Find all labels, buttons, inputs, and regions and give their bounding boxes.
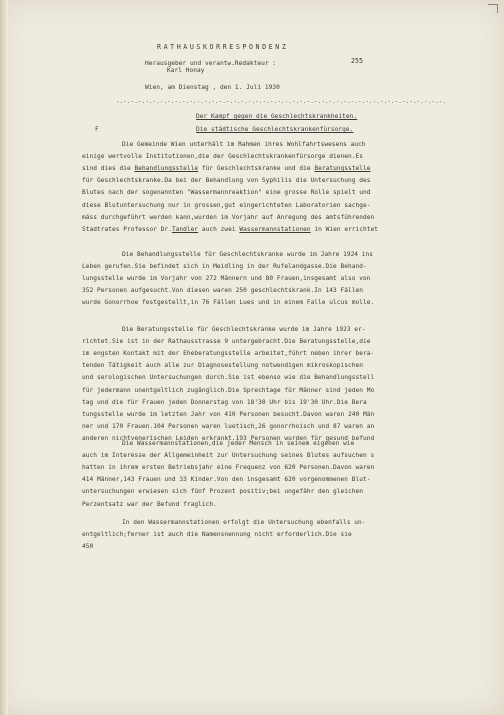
text-segment: auch zwei (198, 225, 240, 233)
body-line: untersuchungen erwiesen sich fünf Prozent positiv;bei ungefähr den gleichen (82, 488, 364, 496)
body-line: im engsten Kontakt mit der Eheberatungsstelle arbeitet,führt neben ihrer bera- (82, 350, 375, 358)
body-line: auch im Interesse der Allgemeinheit zur Untersuchung seines Blutes aufsuchen s (82, 452, 375, 460)
body-line: tungsstelle wurde im letzten Jahr von 410 Personen besucht.Davon waren 240 Män (82, 410, 375, 418)
body-line: für jedermann unentgeltlich zugänglich.Die Sprechtage für Männer sind jeden Mo (82, 386, 375, 394)
underlined-term: Behandlungsstelle (134, 165, 199, 173)
underlined-term: Wassermannstationen (239, 225, 311, 233)
divider-line: -.-.-.-.-.-.-.-.-.-.-.-.-.-.-.-.-.-.-.-.-.-.-.-.-.-.-.-.-.-.-.-.-.-.-.-.-.-.-.-.-.-.-.-.-. (116, 99, 447, 105)
body-line: Die Beratungsstelle für Geschlechtskranke wurde im Jahre 1923 er- (122, 326, 366, 333)
marginal-mark: F (95, 126, 99, 133)
body-line: anderen nichtvenerischen Leiden erkrankt.193 Personen wurden für gesund befund (82, 434, 375, 442)
text-segment: sind dies die (82, 165, 135, 173)
body-line: hatten in ihrem ersten Betriebsjahr eine Frequenz von 620 Personen.Davon waren (82, 464, 375, 472)
body-line: und serologischen Untersuchungen durch.Sie ist ebenso wie die Behandlungsstell (82, 374, 375, 382)
body-line: 450 (82, 543, 94, 551)
heading-sub: Die städtische Geschlechtskrankenfürsorge. (196, 126, 354, 133)
body-line: entgeltlich;ferner ist auch die Namensnennung nicht erforderlich.Die sie (82, 531, 352, 539)
underlined-term: Tandler (171, 225, 199, 233)
body-line: diese Blutuntersuchung nur in grossen,gut eingerichteten Laboratorien sachge- (82, 201, 371, 209)
page-number: 255 (351, 57, 364, 65)
editor-name: Karl Honay (167, 67, 205, 74)
body-line (82, 226, 378, 233)
text-segment: in Wien errichtet (310, 225, 379, 233)
body-line: richtet.Sie ist in der Rathausstrasse 9 untergebracht.Die Beratungsstelle,die (82, 338, 371, 346)
page-edge-shadow (0, 0, 8, 715)
body-line: mäss durchgeführt werden kann,wurden im Vorjahr auf Anregung des amtsführenden (82, 213, 375, 221)
body-line: für Geschlechtskranke.Da bei der Behandlung von Syphilis die Untersuchung des (82, 177, 371, 185)
publication-title: RATHAUSKORRESPONDENZ (157, 43, 289, 51)
underlined-term: Beratungsstelle (314, 165, 371, 173)
body-line: tenden Tätigkeit auch alle zur Diagnosestellung notwendigen mikroskopischen (82, 362, 364, 370)
heading-main: Der Kampf gegen die Geschlechtskrankheiten. (196, 113, 358, 120)
body-line: einige wertvolle Institutionen,die der Geschlechtskrankenfürsorge dienen.Es (82, 153, 364, 161)
corner-mark (488, 4, 498, 13)
body-line: 352 Personen aufgesucht.Von diesen waren 250 geschlechtskrank.In 143 Fällen (82, 287, 364, 295)
body-line: Die Gemeinde Wien unterhält im Rahmen ihres Wohlfahrtswesens auch (122, 141, 366, 148)
body-line: tag und die für Frauen jeden Donnerstag von 18'30 Uhr bis 19'30 Uhr.Die Bera (82, 398, 367, 406)
body-line: Perzentsatz war der Befund fraglich. (82, 500, 217, 508)
body-line: Blutes nach der sogenannten "Wassermannreaktion" eine grosse Rolle spielt und (82, 189, 371, 197)
body-line: lungsstelle wurde im Vorjahr von 272 Männern und 80 Frauen,insgesamt also von (82, 275, 371, 283)
body-line: Leben gerufen.Sie befindet sich in Meidling in der Rufelandgasse.Die Behand- (82, 263, 367, 271)
text-segment: für Geschlechtskranke und die (198, 165, 315, 173)
body-line: In den Wassermannstationen erfolgt die Untersuchung ebenfalls un- (122, 519, 366, 526)
body-line: ner und 170 Frauen.104 Personen waren luetisch,26 gonorrhoisch und 87 waren an (82, 422, 375, 430)
body-line: 414 Männer,143 Frauen und 33 Kinder.Von den insgesamt 620 vorgenommenen Blut- (82, 476, 371, 484)
text-segment: Stadtrates Professor Dr. (82, 225, 172, 233)
body-line: Die Behandlungsstelle für Geschlechtskranke wurde im Jahre 1924 ins (122, 251, 374, 258)
body-line (82, 165, 371, 172)
body-line: wurde Gonorrhoe festgestellt,in 76 Fällen Lues und in einem Falle ulcus molle. (82, 299, 375, 307)
dateline: Wien, am Dienstag , den 1. Juli 1930 (145, 84, 280, 91)
body-line: Die Wassermannstationen,die jeder Mensch in seinem eigenen wie (122, 440, 355, 447)
editor-line: Herausgeber und verantw.Redakteur : (145, 60, 277, 67)
